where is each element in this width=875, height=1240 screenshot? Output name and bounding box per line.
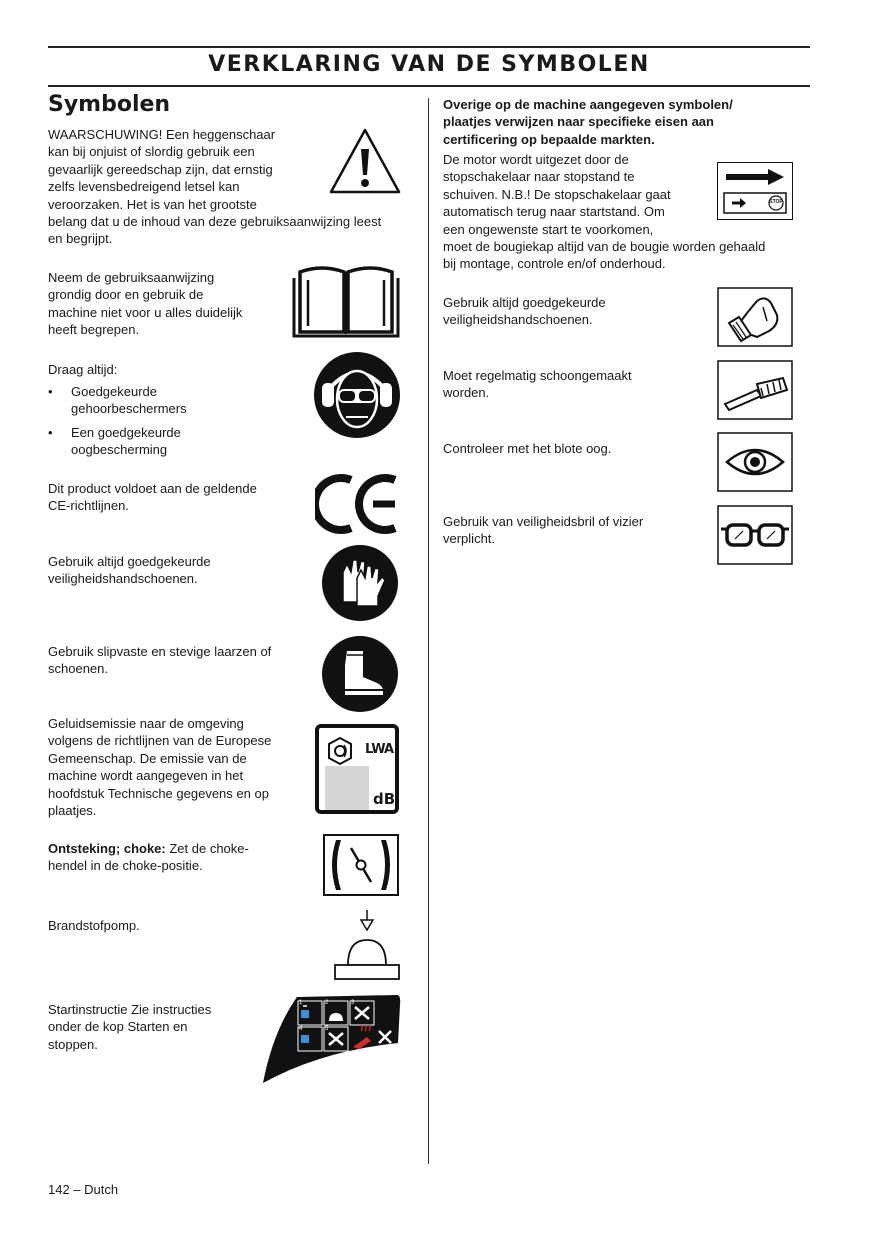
boots-icon	[321, 635, 399, 713]
warning-text: WAARSCHUWING! Een heggenschaar kan bij onjuist of slordig gebruik een gevaarlijk gereedschap zijn, dat ernstig zelfs levensbedreigend letsel kan veroorzaken. Het is van het grootste belang dat u de inhoud van deze gebruiksaanwijzing leest en begrijpt.	[48, 127, 382, 247]
step-4: 4	[299, 1026, 303, 1032]
clean-text: Moet regelmatig schoongemaakt worden.	[443, 368, 632, 401]
choke-icon	[323, 834, 399, 896]
eye-text: Controleer met het blote oog.	[443, 441, 612, 456]
lwa-label: LWA	[365, 742, 394, 757]
start-instructions-decal-icon	[261, 991, 401, 1085]
glasses-text: Gebruik van veiligheidsbril of vizier verplicht.	[443, 514, 644, 547]
safety-glasses-icon	[717, 505, 793, 565]
title-rule	[48, 85, 810, 87]
step-5: 5	[325, 1026, 329, 1032]
eye-icon	[717, 432, 793, 492]
right-gloves-icon	[717, 287, 793, 347]
noise-emission-label-icon	[315, 724, 399, 814]
step-1: 1	[299, 1000, 303, 1006]
right-gloves-text: Gebruik altijd goedgekeurde veiligheidshandschoenen.	[443, 295, 606, 328]
right-heading: Overige op de machine aangegeven symbolen/ plaatjes verwijzen naar specifieke eisen aan certificering op bepaalde markten.	[443, 97, 733, 147]
cleaning-brush-icon	[717, 360, 793, 420]
fuel-pump-primer-icon	[332, 908, 402, 982]
page-footer: 142 – Dutch	[48, 1182, 119, 1197]
section-title: Symbolen	[48, 92, 171, 117]
wear-item-hearing: • Goedgekeurde gehoorbeschermers	[48, 384, 187, 417]
ear-eye-protection-icon	[313, 351, 401, 439]
step-3: 3	[351, 1000, 355, 1006]
warning-triangle-icon	[329, 127, 401, 195]
gloves-text: Gebruik altijd goedgekeurde veiligheidshandschoenen.	[48, 554, 211, 587]
page-title: VERKLARING VAN DE SYMBOLEN	[208, 52, 650, 77]
column-divider	[428, 98, 429, 1164]
noise-text: Geluidsemissie naar de omgeving volgens de richtlijnen van de Europese Gemeenschap. De emissie van de machine wordt aangegeven in het hoofdstuk Technische gegevens en op plaatjes.	[48, 716, 272, 819]
db-label: dB	[373, 790, 396, 808]
open-book-icon	[292, 262, 400, 338]
manual-text: Neem de gebruiksaanwijzing grondig door en gebruik de machine niet voor u alles duidelijk heeft begrepen.	[48, 270, 243, 338]
top-rule	[48, 46, 810, 48]
ce-mark-icon	[315, 472, 403, 536]
step-2: 2	[325, 1000, 329, 1006]
noise-value-box	[325, 766, 369, 810]
choke-text: Ontsteking; choke: Zet de choke- hendel in de choke-positie.	[48, 841, 249, 874]
wear-intro: Draag altijd:	[48, 362, 118, 377]
pump-text: Brandstofpomp.	[48, 918, 140, 933]
boots-text: Gebruik slipvaste en stevige laarzen of schoenen.	[48, 644, 272, 677]
wear-item-eyes: • Een goedgekeurde oogbescherming	[48, 425, 181, 458]
stop-label: STOP	[769, 199, 783, 205]
gloves-icon	[321, 544, 399, 622]
stop-switch-icon	[717, 162, 793, 220]
ce-text: Dit product voldoet aan de geldende CE-richtlijnen.	[48, 481, 257, 514]
start-instructions-text: Startinstructie Zie instructies onder de kop Starten en stoppen.	[48, 1002, 212, 1052]
stop-switch-text: De motor wordt uitgezet door de stopschakelaar naar stopstand te schuiven. N.B.! De stopschakelaar gaat automatisch terug naar startstand. Om een ongewenste start te voorkomen, moet de bougiekap altijd van de bougie worden gehaald bij montage, controle en/of onderhoud.	[443, 152, 766, 272]
